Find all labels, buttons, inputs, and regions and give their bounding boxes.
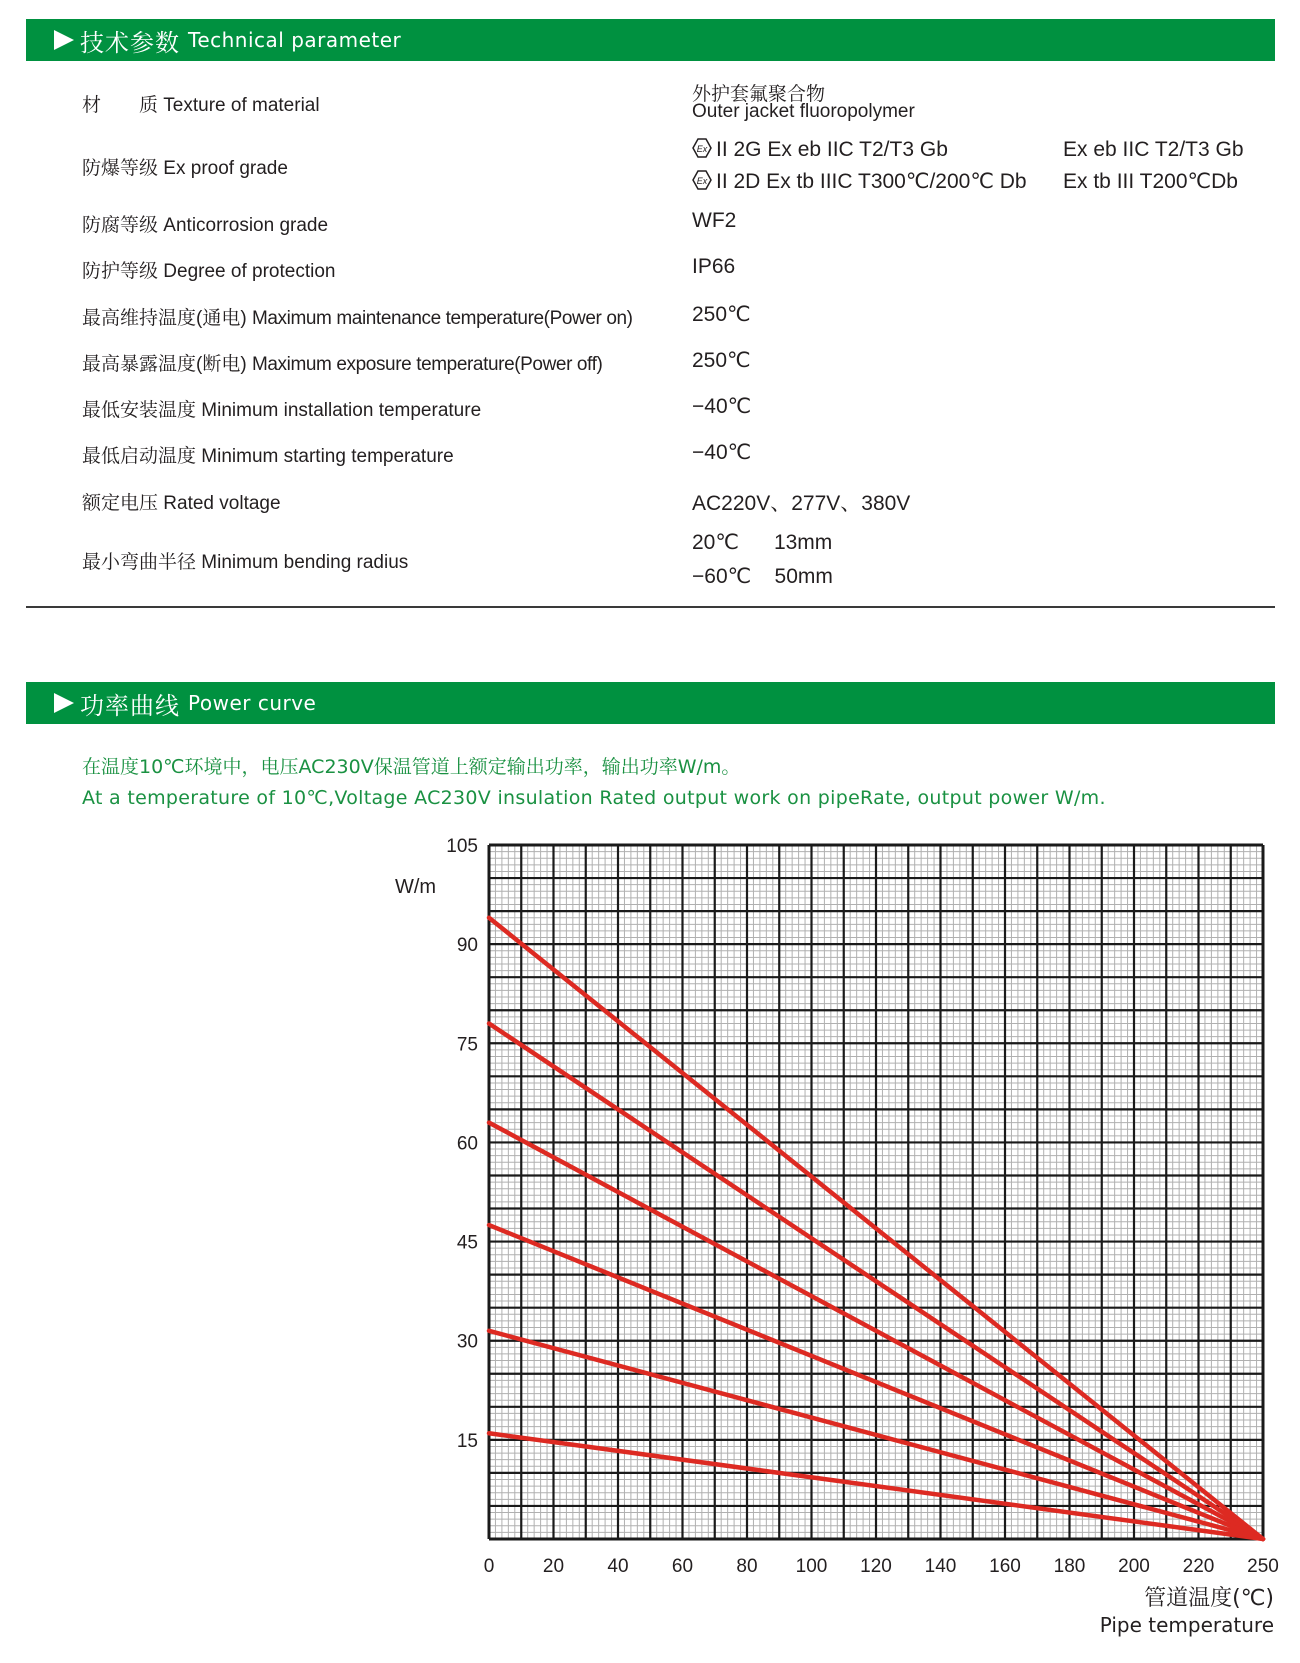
label-cn: 防爆等级 [82, 158, 159, 179]
label-en: Minimum bending radius [201, 552, 409, 573]
y-tick-label: 105 [446, 836, 478, 857]
value-min-starting: −40℃ [692, 441, 752, 464]
power-note-cn: 在温度10℃环境中，电压AC230V保温管道上额定输出功率，输出功率W/m。 [82, 756, 741, 778]
y-axis-label: W/m [395, 876, 437, 898]
x-tick-label: 160 [989, 1556, 1021, 1577]
label-en: Rated voltage [163, 493, 281, 514]
label-en: Degree of protection [163, 261, 336, 282]
x-tick-label: 250 [1247, 1556, 1279, 1577]
label-cn: 材 质 [82, 95, 159, 116]
x-tick-label: 60 [671, 1556, 694, 1577]
y-tick-label: 15 [456, 1430, 478, 1452]
label-cn: 防腐等级 [82, 215, 159, 236]
value-material-cn: 外护套氟聚合物 [692, 84, 826, 105]
power-note-en: At a temperature of 10℃,Voltage AC230V insulation Rated output work on pipeRate, output power W/m. [82, 787, 1106, 809]
label-en: Maximum exposure temperature(Power off) [251, 354, 603, 375]
label-en: Anticorrosion grade [163, 215, 329, 236]
y-tick-label: 75 [456, 1034, 478, 1056]
x-tick-label: 120 [860, 1556, 892, 1577]
y-tick-label: 30 [456, 1331, 478, 1353]
label-en: Ex proof grade [163, 158, 288, 179]
value-material-en: Outer jacket fluoropolymer [692, 101, 915, 122]
value-bending-20c: 20℃ 13mm [692, 531, 833, 554]
value-bending-minus60c: −60℃ 50mm [692, 565, 833, 588]
value-rated-voltage: AC220V、277V、380V [692, 492, 911, 515]
x-tick-label: 80 [736, 1556, 758, 1577]
label-en: Minimum starting temperature [201, 446, 454, 467]
x-tick-label: 100 [795, 1556, 828, 1577]
svg-text:Ex: Ex [696, 176, 708, 186]
value-ex-dust-iec: Ex tb III T200℃Db [1063, 170, 1238, 193]
label-en: Texture of material [163, 95, 320, 116]
x-axis-label-cn: 管道温度(℃) [1144, 1586, 1274, 1611]
tech-title-cn: 技术参数 [80, 28, 180, 57]
y-tick-label: 90 [456, 935, 478, 957]
label-en: Maximum maintenance temperature(Power on) [251, 308, 633, 329]
x-tick-label: 20 [542, 1556, 565, 1577]
label-cn: 额定电压 [82, 493, 159, 514]
y-tick-labels [446, 836, 478, 1452]
value-protection: IP66 [692, 255, 736, 278]
x-tick-label: 180 [1053, 1556, 1086, 1577]
y-tick-label: 45 [456, 1232, 478, 1254]
label-en: Minimum installation temperature [201, 400, 482, 421]
x-tick-label: 40 [607, 1556, 629, 1577]
x-axis-label-en: Pipe temperature [1099, 1613, 1274, 1637]
label-cn: 最小弯曲半径 [82, 552, 197, 573]
ex-gas-text: II 2G Ex eb IIC T2/T3 Gb [716, 138, 948, 161]
tech-title-en: Technical parameter [188, 28, 402, 52]
value-max-maintenance: 250℃ [692, 303, 751, 326]
value-anticorrosion: WF2 [692, 209, 737, 232]
power-title-en: Power curve [188, 691, 317, 715]
x-tick-label: 0 [483, 1556, 495, 1577]
label-cn: 最低启动温度 [82, 446, 197, 467]
svg-text:Ex: Ex [696, 144, 708, 154]
label-cn: 最高暴露温度(断电) [82, 354, 247, 375]
value-ex-gas-iec: Ex eb IIC T2/T3 Gb [1063, 138, 1244, 161]
x-tick-labels [484, 1556, 1279, 1577]
power-title-cn: 功率曲线 [80, 691, 180, 720]
ex-dust-text: II 2D Ex tb IIIC T300℃/200℃ Db [716, 170, 1027, 193]
x-tick-label: 200 [1118, 1556, 1150, 1577]
y-tick-label: 60 [456, 1133, 478, 1155]
x-tick-label: 140 [924, 1556, 957, 1577]
x-tick-label: 220 [1182, 1556, 1215, 1577]
value-max-exposure: 250℃ [692, 349, 751, 372]
value-min-installation: −40℃ [692, 395, 752, 418]
label-cn: 防护等级 [82, 261, 159, 282]
label-cn: 最高维持温度(通电) [82, 308, 247, 329]
label-cn: 最低安装温度 [82, 400, 197, 421]
